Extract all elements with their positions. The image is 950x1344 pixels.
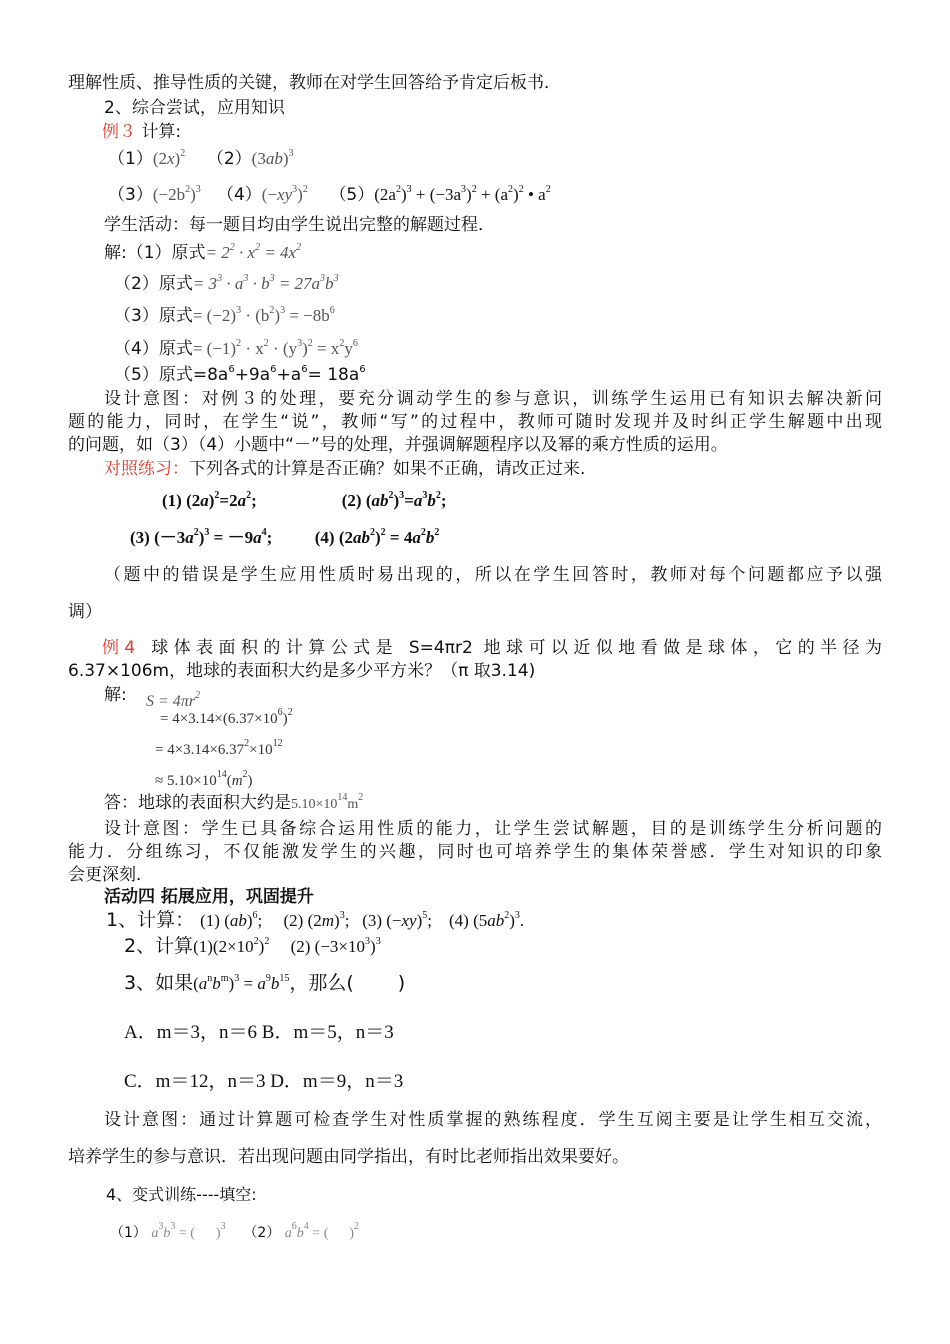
design-intent-2-line-1: 设计意图：学生已具备综合运用性质的能力，让学生尝试解题，目的是训练学生分析问题的 — [104, 819, 882, 839]
question-2-label: 2、计算 — [124, 935, 194, 957]
design-intent-2-line-3: 会更深刻． — [68, 865, 153, 885]
expr-3: $(-2b^2)^3$ — [152, 184, 201, 204]
item-3-label: （3） — [108, 185, 153, 205]
comparison-text: 下列各式的计算是否正确？如果不正确，请改正过来. — [189, 459, 586, 479]
solution-3-2 — [114, 273, 339, 295]
example-4-label: 例 4 — [102, 638, 136, 658]
solution-4-text: 原式 — [158, 339, 193, 359]
solution-3-5: （5）原式$=8a^6+9a^6+a^6= 18a^6$ — [114, 364, 366, 385]
question-4: 4、变式训练----填空: — [106, 1185, 257, 1204]
expr-5: $(2a^2)^3 + (-3a^3)^2 + (a^2)^2$ • $a^2$ — [374, 184, 551, 204]
question-1 — [106, 909, 524, 932]
comparison-label: 对照练习： — [104, 459, 189, 479]
question-3-label: 3、如果 — [124, 972, 194, 994]
solution-3-text: 原式 — [158, 306, 193, 326]
question-3-end: ，那么( — [289, 972, 354, 994]
solution-4-step-2: = $4\times 3.14\times(6.37\times 10^6)^2$ — [160, 707, 293, 727]
question-3-paren: ) — [397, 972, 406, 994]
section-heading-2: 2、综合尝试，应用知识 — [104, 98, 285, 118]
solution-2-text: 原式 — [158, 274, 193, 294]
item-5-label: （5） — [329, 185, 375, 205]
question-2-items: $(1)(2\times 10^2)^2$ (2) $(-3\times 10^3)^3$ — [193, 936, 381, 956]
question-3 — [124, 972, 405, 995]
example-3-text: 计算: — [141, 122, 182, 142]
fill-2-expr: $a^6b^4$ = ( )$^2$ — [284, 1221, 360, 1241]
solution-2-label: （2） — [114, 274, 159, 294]
solution-4-step-4: ≈ $5.10\times 10^{14}(m^2)$ — [155, 769, 253, 789]
design-intent-3-line-2: 培养学生的参与意识．若出现问题由同学指出，有时比老师指出效果要好。 — [68, 1147, 629, 1167]
solution-intro: 解:（1）原式 — [104, 243, 206, 263]
option-c[interactable]: C．m＝12，n＝3 — [124, 1071, 266, 1092]
answer-4 — [104, 792, 363, 816]
solution-3-label: （3） — [114, 306, 159, 326]
design-intent-2-line-2: 能力．分组练习，不仅能激发学生的兴趣，同时也可培养学生的集体荣誉感．学生对知识的印象 — [68, 842, 882, 862]
expr-2: $(3ab)^3$ — [251, 148, 294, 168]
solution-1-expr: = $2^2 \cdot x^2 = 4x^2$ — [205, 242, 302, 262]
answer-4-expr: $5.10\times 10^{14}m^2$ — [291, 792, 364, 812]
solution-3-4 — [114, 338, 358, 360]
solution-4-step-1: $S = 4\pi r^2$ — [146, 690, 201, 710]
design-intent-1-line-1: 设计意图：对例３的处理，要充分调动学生的参与意识，训练学生运用已有知识去解决新问 — [104, 389, 882, 409]
example-4-text: 球体表面积的计算公式是 S=4πr2 地球可以近似地看做是球体，它的半径为 — [151, 638, 882, 658]
solution-3-expr: = $(-2)^3 \cdot (b^2)^3 = -8b^6$ — [192, 305, 335, 325]
example-4-line-1 — [102, 637, 882, 659]
solution-4-expr: = $(-1)^2 \cdot x^2 \cdot (y^3)^2 = x^2y^6$ — [192, 338, 358, 358]
question-1-label: 1、计算： — [106, 909, 195, 931]
item-2-label: （2） — [206, 149, 252, 169]
note-line-2: 调） — [68, 602, 102, 622]
design-intent-3-line-1: 设计意图：通过计算题可检查学生对性质掌握的熟练程度．学生互阅主要是让学生相互交流， — [104, 1110, 882, 1130]
example-3-items-3-5 — [108, 184, 551, 206]
fill-2-label: （2） — [243, 1225, 281, 1241]
question-3-expr: $(a^nb^m)^3 = a^9b^{15}$ — [193, 973, 290, 993]
options-c-d — [124, 1071, 403, 1093]
example-3-heading — [102, 121, 181, 143]
solution-5-d: = 18a — [307, 365, 360, 385]
design-intent-1-line-3: 的问题，如（3）（4）小题中“－”号的处理，并强调解题程序以及幂的乘方性质的运用。 — [68, 435, 728, 455]
example-3-items-1-2 — [108, 148, 294, 170]
item-1-label: （1） — [108, 149, 153, 169]
option-b[interactable]: B．m＝5，n＝3 — [261, 1022, 394, 1043]
activity-4-title: 活动四 拓展应用，巩固提升 — [104, 887, 314, 907]
solution-2-expr: = $3^3 \cdot a^3 \cdot b^3 = 27a^3b^3$ — [192, 273, 339, 293]
comparison-items-3-4: (3) $(-3a^2)^3 = -9a^4$; (4) $(2ab^2)^2 = 4a^2b^2$ — [130, 527, 440, 547]
question-1-items: (1) (ab)$^6$; (2) $(2m)^3$; (3) $(-xy)^5$; (4) $(5ab^2)^3$. — [200, 910, 525, 930]
design-intent-1-line-2: 题的能力，同时，在学生“说”，教师“写”的过程中，教师可随时发现并及时纠正学生解题中出现 — [68, 412, 882, 432]
solution-3-1 — [104, 242, 301, 264]
solution-4-label: （4） — [114, 339, 159, 359]
option-a[interactable]: A．m＝3，n＝6 — [124, 1022, 258, 1043]
answer-4-text: 答：地球的表面积大约是 — [104, 793, 291, 813]
options-a-b — [124, 1022, 394, 1044]
expr-1: $(2x)^2$ — [152, 148, 186, 168]
solution-5-b: +9a — [234, 365, 271, 385]
comparison-heading — [104, 458, 585, 480]
fill-1-label: （1） — [110, 1225, 147, 1241]
question-2 — [124, 935, 381, 958]
solution-5-a: 原式=8a — [158, 365, 229, 385]
solution-3-3 — [114, 305, 335, 327]
comparison-items-1-2: (1) $(2a)^2=2a^2$; (2) $(ab^2)^3=a^3b^2$; — [162, 490, 447, 510]
question-4-items — [110, 1222, 359, 1245]
note-line-1: （题中的错误是学生应用性质时易出现的，所以在学生回答时，教师对每个问题都应予以强 — [104, 565, 882, 585]
expr-4: $(-xy^3)^2$ — [261, 184, 308, 204]
solution-4-intro: 解: — [104, 685, 127, 705]
solution-5-label: （5） — [114, 365, 159, 385]
example-3-label: 例３ — [102, 122, 136, 141]
fill-1-expr: $a^3b^3$ = ( )$^3$ — [151, 1221, 226, 1241]
student-activity: 学生活动：每一题目均由学生说出完整的解题过程． — [104, 215, 495, 235]
item-4-label: （4） — [216, 185, 262, 205]
solution-5-c: +a — [276, 365, 302, 385]
text-line-1: 理解性质、推导性质的关键，教师在对学生回答给予肯定后板书． — [68, 73, 561, 93]
option-d[interactable]: D．m＝9，n＝3 — [270, 1071, 404, 1092]
example-4-line-2: 6.37×106m，地球的表面积大约是多少平方米？（π 取3.14) — [68, 661, 536, 681]
solution-4-step-3: = $4\times 3.14\times 6.37^2\times 10^{12}$ — [155, 738, 283, 758]
